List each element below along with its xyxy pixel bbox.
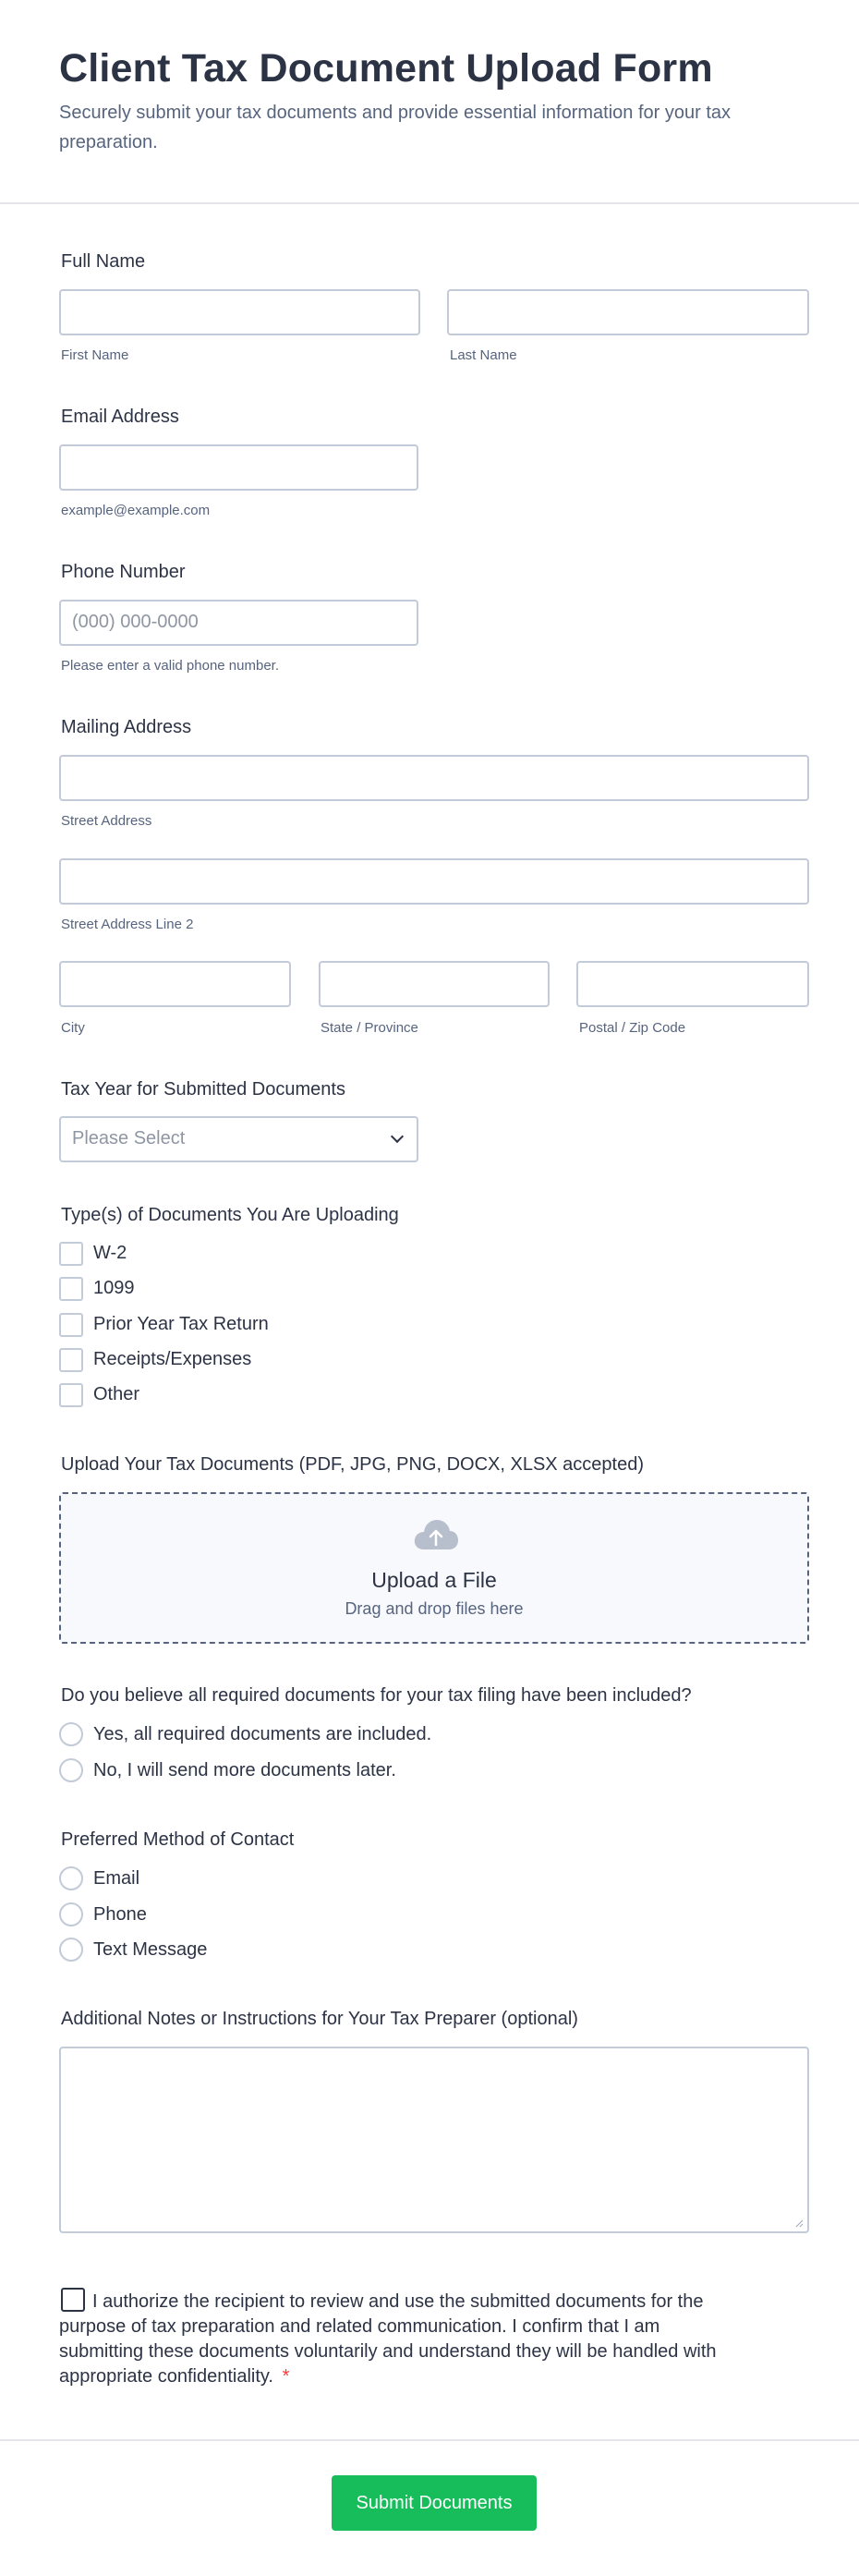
cloud-upload-icon bbox=[413, 1518, 459, 1551]
radio-contact-text[interactable] bbox=[59, 1938, 83, 1962]
consent-block bbox=[59, 2288, 724, 2389]
file-upload-dropzone[interactable] bbox=[59, 1492, 809, 1644]
radio-contact-phone[interactable] bbox=[59, 1902, 83, 1926]
checkbox-other[interactable] bbox=[59, 1383, 83, 1407]
street-address-sublabel: Street Address bbox=[61, 813, 152, 829]
checkbox-prior-year-return[interactable] bbox=[59, 1313, 83, 1337]
phone-label: Phone Number bbox=[61, 562, 186, 582]
radio-docs-incomplete[interactable] bbox=[59, 1758, 83, 1782]
street-address-input[interactable] bbox=[59, 755, 809, 801]
header-divider bbox=[0, 202, 859, 204]
upload-title: Upload a File bbox=[371, 1568, 497, 1592]
footer-divider bbox=[0, 2439, 859, 2441]
chevron-down-icon bbox=[391, 1130, 404, 1143]
page-title: Client Tax Document Upload Form bbox=[59, 46, 713, 91]
address-label: Mailing Address bbox=[61, 717, 192, 737]
checkbox-1099-label: 1099 bbox=[93, 1278, 135, 1298]
checkbox-w2-label: W-2 bbox=[93, 1243, 127, 1263]
radio-contact-email-label: Email bbox=[93, 1868, 140, 1889]
street-address-line2-input[interactable] bbox=[59, 858, 809, 905]
last-name-sublabel: Last Name bbox=[450, 347, 517, 363]
full-name-label: Full Name bbox=[61, 251, 146, 272]
radio-docs-complete[interactable] bbox=[59, 1722, 83, 1746]
notes-textarea[interactable] bbox=[59, 2047, 809, 2233]
checkbox-receipts[interactable] bbox=[59, 1348, 83, 1372]
city-input[interactable] bbox=[59, 961, 291, 1007]
radio-contact-email[interactable] bbox=[59, 1866, 83, 1890]
doc-types-label: Type(s) of Documents You Are Uploading bbox=[61, 1205, 399, 1225]
email-input[interactable] bbox=[59, 444, 418, 491]
radio-docs-incomplete-label: No, I will send more documents later. bbox=[93, 1760, 396, 1780]
submit-documents-button[interactable]: Submit Documents bbox=[332, 2475, 537, 2531]
phone-input[interactable] bbox=[59, 600, 418, 646]
checkbox-other-label: Other bbox=[93, 1384, 140, 1404]
tax-year-label: Tax Year for Submitted Documents bbox=[61, 1079, 345, 1100]
tax-year-placeholder: Please Select bbox=[72, 1128, 186, 1148]
last-name-input[interactable] bbox=[447, 289, 809, 335]
notes-label: Additional Notes or Instructions for Your Tax Preparer (optional) bbox=[61, 2009, 578, 2029]
consent-text: I authorize the recipient to review and use the submitted documents for the purpose of tax preparation and related communication. I confirm that I am submitting these documents voluntarily and understand they will be handled with appropriate confidentiality. bbox=[59, 2291, 717, 2387]
checkbox-1099[interactable] bbox=[59, 1277, 83, 1301]
first-name-sublabel: First Name bbox=[61, 347, 129, 363]
radio-docs-complete-label: Yes, all required documents are included. bbox=[93, 1724, 432, 1744]
radio-contact-text-label: Text Message bbox=[93, 1939, 208, 1960]
city-sublabel: City bbox=[61, 1020, 85, 1036]
page-subtitle: Securely submit your tax documents and provide essential information for your tax preparation. bbox=[59, 103, 732, 152]
checkbox-prior-year-return-label: Prior Year Tax Return bbox=[93, 1314, 269, 1334]
required-mark: * bbox=[282, 2366, 290, 2387]
street-address-line2-sublabel: Street Address Line 2 bbox=[61, 917, 194, 932]
checkbox-receipts-label: Receipts/Expenses bbox=[93, 1349, 252, 1369]
upload-hint: Drag and drop files here bbox=[345, 1599, 524, 1618]
tax-year-select[interactable] bbox=[59, 1116, 418, 1162]
upload-label: Upload Your Tax Documents (PDF, JPG, PNG, DOCX, XLSX accepted) bbox=[61, 1454, 645, 1475]
consent-checkbox[interactable] bbox=[61, 2288, 85, 2312]
zip-sublabel: Postal / Zip Code bbox=[579, 1020, 686, 1036]
state-input[interactable] bbox=[319, 961, 550, 1007]
checkbox-w2[interactable] bbox=[59, 1242, 83, 1266]
completeness-label: Do you believe all required documents for your tax filing have been included? bbox=[61, 1685, 692, 1706]
phone-sublabel: Please enter a valid phone number. bbox=[61, 658, 279, 674]
radio-contact-phone-label: Phone bbox=[93, 1904, 147, 1925]
email-label: Email Address bbox=[61, 407, 179, 427]
email-sublabel: example@example.com bbox=[61, 503, 211, 518]
first-name-input[interactable] bbox=[59, 289, 420, 335]
zip-input[interactable] bbox=[576, 961, 809, 1007]
state-sublabel: State / Province bbox=[321, 1020, 418, 1036]
phone-placeholder: (000) 000-0000 bbox=[72, 612, 199, 632]
resize-handle-icon[interactable] bbox=[794, 2218, 804, 2228]
contact-label: Preferred Method of Contact bbox=[61, 1829, 295, 1850]
